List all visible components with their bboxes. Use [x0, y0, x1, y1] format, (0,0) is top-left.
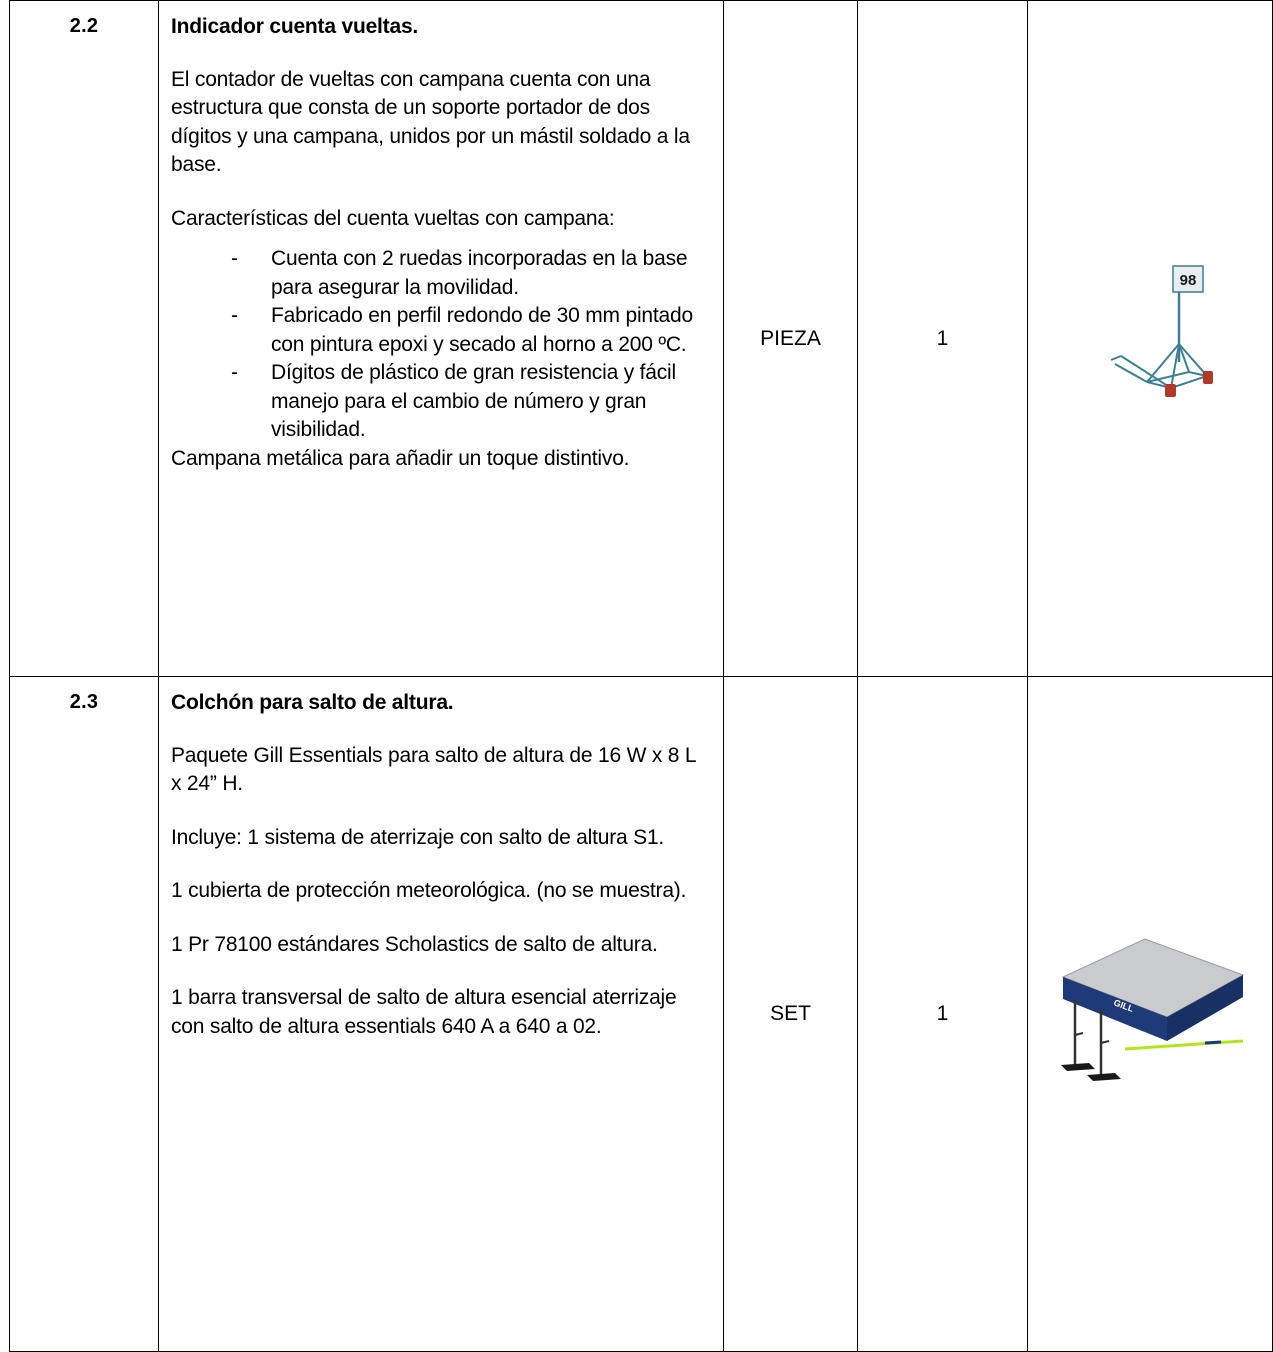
description-paragraph: Paquete Gill Essentials para salto de altura de 16 W x 8 L x 24” H.	[171, 743, 696, 795]
item-description	[159, 677, 724, 1352]
description-paragraph: Incluye: 1 sistema de aterrizaje con salto de altura S1.	[171, 825, 665, 849]
brand-label: GILL	[1112, 996, 1135, 1014]
unit-cell: PIEZA	[724, 1, 858, 677]
feature-list-item: - Fabricado en perfil redondo de 30 mm pintado con pintura epoxi y secado al horno a 200 ºC.	[171, 302, 711, 359]
description-closing: Campana metálica para añadir un toque distintivo.	[171, 446, 630, 470]
unit-cell: SET	[724, 677, 858, 1352]
feature-list-item: - Cuenta con 2 ruedas incorporadas en la base para asegurar la movilidad.	[171, 245, 711, 302]
quantity-cell: 1	[858, 677, 1028, 1352]
item-number: 2.3	[10, 677, 159, 1352]
description-paragraph: 1 Pr 78100 estándares Scholastics de salto de altura.	[171, 932, 658, 956]
high-jump-landing-pit-icon	[1055, 937, 1245, 1087]
table-row	[10, 677, 1273, 1352]
description-paragraph: 1 cubierta de protección meteorológica. (no se muestra).	[171, 879, 687, 902]
display-digits: 98	[1179, 271, 1197, 289]
specification-table	[9, 0, 1273, 1352]
image-cell	[1028, 1, 1273, 677]
lap-counter-with-bell-icon	[1085, 264, 1215, 409]
description-paragraph: El contador de vueltas con campana cuenta con una estructura que consta de un soporte portador de dos dígitos y una campana, unidos por un mástil soldado a la base.	[171, 67, 690, 176]
description-paragraph: Características del cuenta vueltas con campana:	[171, 206, 615, 230]
quantity-cell: 1	[858, 1, 1028, 677]
description-paragraph: 1 barra transversal de salto de altura esencial aterrizaje con salto de altura essentials 640 A a 640 a 02.	[171, 986, 677, 1038]
item-title: Colchón para salto de altura.	[171, 691, 454, 714]
item-number: 2.2	[10, 1, 159, 677]
image-cell	[1028, 677, 1273, 1352]
feature-list	[171, 245, 711, 445]
item-title: Indicador cuenta vueltas.	[171, 15, 419, 38]
item-description	[159, 1, 724, 677]
feature-list-item: - Dígitos de plástico de gran resistencia y fácil manejo para el cambio de número y gran visibilidad.	[171, 359, 711, 445]
table-row	[10, 1, 1273, 677]
